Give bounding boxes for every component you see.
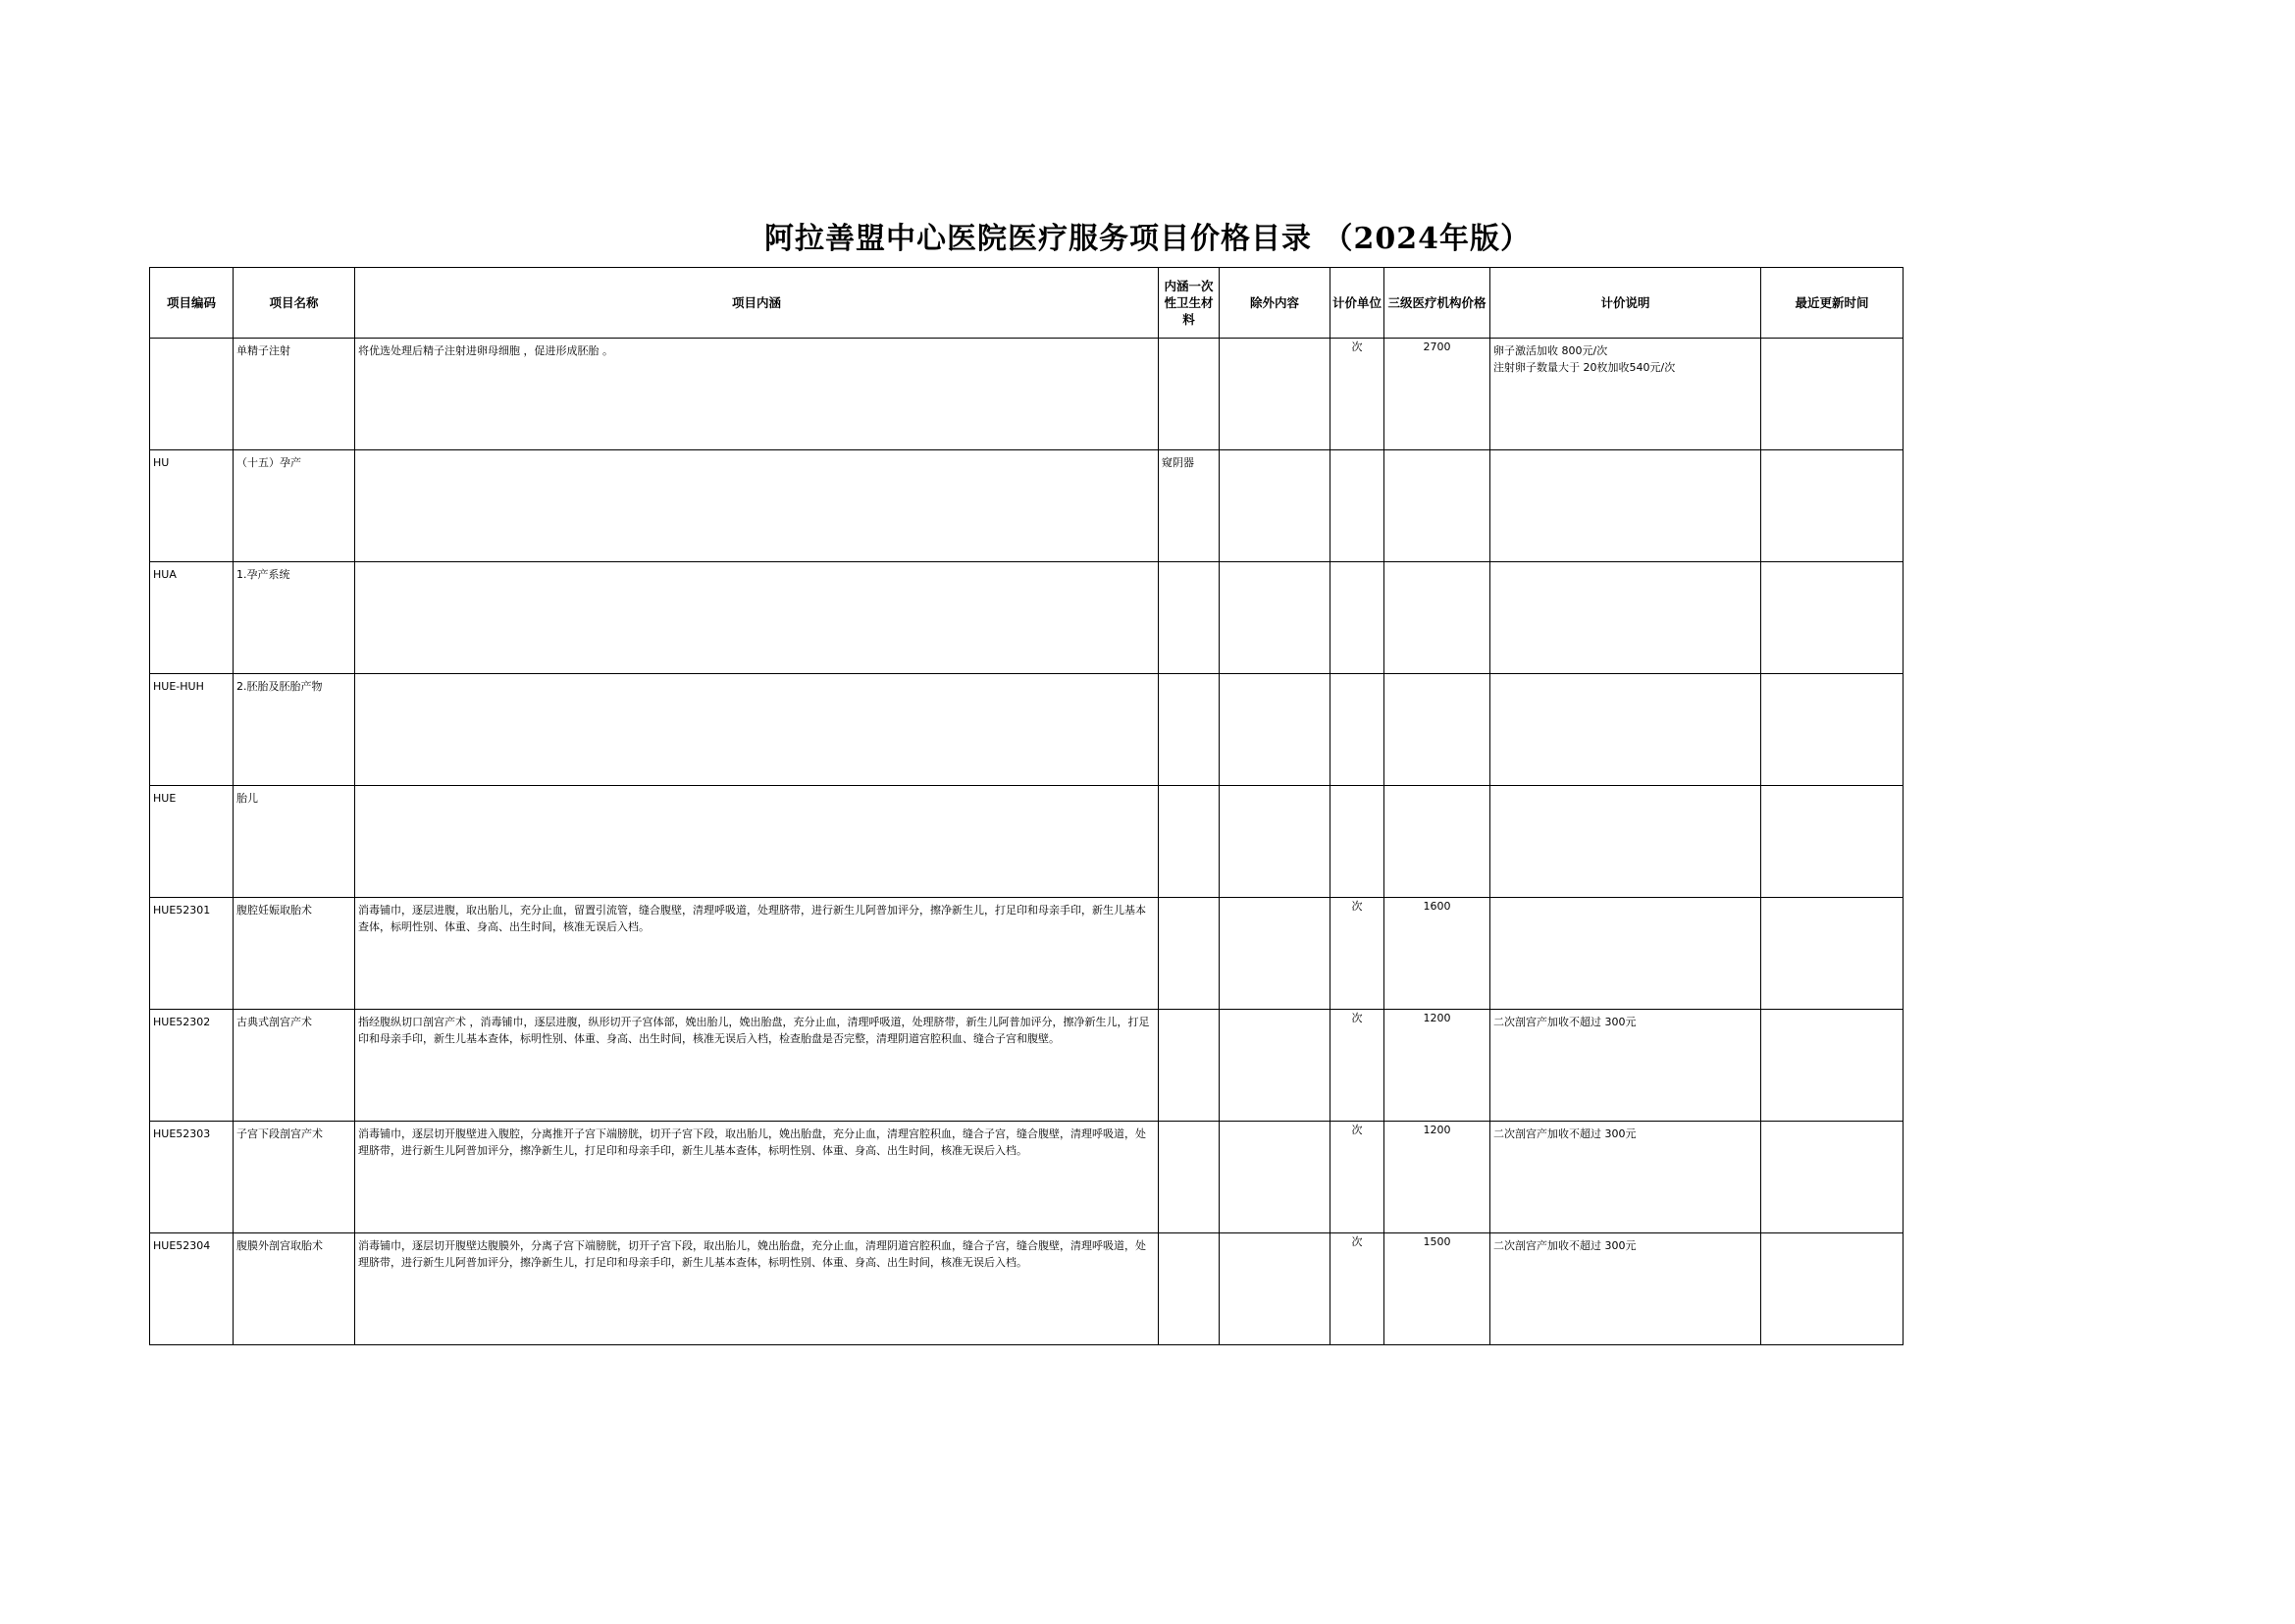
header-notes: 计价说明: [1490, 268, 1761, 339]
cell-content: 消毒铺巾，逐层切开腹壁达腹膜外，分离子宫下端膀胱，切开子宫下段，取出胎儿，娩出胎盘，充分止血，清理阴道宫腔积血，缝合子宫，缝合腹壁，清理呼吸道，处理脐带，进行新生儿阿普加评分，擦净新生儿，打足印和母亲手印，新生儿基本查体，标明性别、体重、身高、出生时间，核准无误后入档。: [355, 1233, 1159, 1345]
cell-code: HUA: [150, 562, 234, 674]
cell-consumables: [1159, 339, 1220, 450]
cell-updated: [1761, 674, 1904, 786]
table-row: [150, 450, 1904, 562]
cell-name: 子宫下段剖宫产术: [234, 1122, 355, 1233]
header-consumables: 内涵一次性卫生材料: [1159, 268, 1220, 339]
cell-name: （十五）孕产: [234, 450, 355, 562]
cell-name: 胎儿: [234, 786, 355, 898]
table-row: [150, 898, 1904, 1010]
table-header-row: [150, 268, 1904, 339]
cell-unit: 次: [1330, 898, 1384, 1010]
cell-code: HUE52302: [150, 1010, 234, 1122]
cell-updated: [1761, 562, 1904, 674]
cell-exclusion: [1220, 674, 1330, 786]
cell-name: 单精子注射: [234, 339, 355, 450]
cell-price: [1384, 674, 1490, 786]
cell-code: [150, 339, 234, 450]
cell-exclusion: [1220, 450, 1330, 562]
cell-consumables: 窥阴器: [1159, 450, 1220, 562]
cell-updated: [1761, 339, 1904, 450]
header-unit: 计价单位: [1330, 268, 1384, 339]
table-row: [150, 339, 1904, 450]
page-title: 阿拉善盟中心医院医疗服务项目价格目录 （2024年版）: [764, 222, 1531, 256]
note-line: 二次剖宫产加收不超过 300元: [1493, 1239, 1637, 1252]
cell-notes: [1490, 898, 1761, 1010]
cell-exclusion: [1220, 1233, 1330, 1345]
cell-content: 指经腹纵切口剖宫产术 ，消毒铺巾，逐层进腹，纵形切开子宫体部，娩出胎儿，娩出胎盘，充分止血，清理呼吸道，处理脐带，新生儿阿普加评分，擦净新生儿，打足印和母亲手印，新生儿基本查体，标明性别、体重、身高、出生时间，核准无误后入档，检查胎盘是否完整，清理阴道宫腔积血、缝合子宫和腹壁。: [355, 1010, 1159, 1122]
cell-content: [355, 786, 1159, 898]
cell-price: [1384, 450, 1490, 562]
cell-unit: [1330, 562, 1384, 674]
cell-consumables: [1159, 1122, 1220, 1233]
header-code: 项目编码: [150, 268, 234, 339]
table-row: [150, 786, 1904, 898]
cell-unit: [1330, 786, 1384, 898]
header-updated: 最近更新时间: [1761, 268, 1904, 339]
cell-name: 腹膜外剖宫取胎术: [234, 1233, 355, 1345]
cell-name: 1.孕产系统: [234, 562, 355, 674]
table-row: [150, 1010, 1904, 1122]
cell-code: HUE52301: [150, 898, 234, 1010]
cell-price: 1200: [1384, 1122, 1490, 1233]
cell-exclusion: [1220, 339, 1330, 450]
cell-updated: [1761, 450, 1904, 562]
cell-content: 消毒铺巾，逐层进腹，取出胎儿，充分止血，留置引流管，缝合腹壁，清理呼吸道，处理脐带，进行新生儿阿普加评分，擦净新生儿，打足印和母亲手印，新生儿基本查体，标明性别、体重、身高、出生时间，核准无误后入档。: [355, 898, 1159, 1010]
price-table: [149, 267, 1904, 1345]
cell-content: [355, 562, 1159, 674]
cell-code: HU: [150, 450, 234, 562]
header-name: 项目名称: [234, 268, 355, 339]
cell-unit: [1330, 450, 1384, 562]
cell-notes: [1490, 1010, 1761, 1122]
cell-content: 将优选处理后精子注射进卵母细胞 ，促进形成胚胎 。: [355, 339, 1159, 450]
cell-name: 2.胚胎及胚胎产物: [234, 674, 355, 786]
cell-unit: 次: [1330, 1010, 1384, 1122]
cell-consumables: [1159, 1233, 1220, 1345]
cell-consumables: [1159, 898, 1220, 1010]
cell-code: HUE: [150, 786, 234, 898]
table-row: [150, 1233, 1904, 1345]
cell-consumables: [1159, 562, 1220, 674]
cell-exclusion: [1220, 1010, 1330, 1122]
table-row: [150, 674, 1904, 786]
cell-notes: [1490, 674, 1761, 786]
cell-price: 1200: [1384, 1010, 1490, 1122]
cell-content: 消毒铺巾，逐层切开腹壁进入腹腔，分离推开子宫下端膀胱，切开子宫下段，取出胎儿，娩出胎盘，充分止血，清理宫腔积血，缝合子宫，缝合腹壁，清理呼吸道，处理脐带，进行新生儿阿普加评分，擦净新生儿，打足印和母亲手印，新生儿基本查体，标明性别、体重、身高、出生时间，核准无误后入档。: [355, 1122, 1159, 1233]
cell-exclusion: [1220, 898, 1330, 1010]
note-line: 二次剖宫产加收不超过 300元: [1493, 1127, 1637, 1140]
cell-notes: [1490, 786, 1761, 898]
header-exclusion: 除外内容: [1220, 268, 1330, 339]
cell-unit: 次: [1330, 1233, 1384, 1345]
header-content: 项目内涵: [355, 268, 1159, 339]
cell-notes: [1490, 450, 1761, 562]
cell-updated: [1761, 786, 1904, 898]
cell-notes: [1490, 562, 1761, 674]
cell-exclusion: [1220, 562, 1330, 674]
table-row: [150, 1122, 1904, 1233]
cell-notes: [1490, 339, 1761, 450]
cell-unit: [1330, 674, 1384, 786]
cell-exclusion: [1220, 786, 1330, 898]
note-line: 卵子激活加收 800元/次: [1493, 344, 1608, 357]
cell-consumables: [1159, 1010, 1220, 1122]
cell-exclusion: [1220, 1122, 1330, 1233]
header-price: 三级医疗机构价格: [1384, 268, 1490, 339]
cell-updated: [1761, 898, 1904, 1010]
cell-notes: [1490, 1122, 1761, 1233]
cell-content: [355, 674, 1159, 786]
cell-code: HUE-HUH: [150, 674, 234, 786]
cell-notes: [1490, 1233, 1761, 1345]
cell-name: 腹腔妊娠取胎术: [234, 898, 355, 1010]
cell-unit: 次: [1330, 1122, 1384, 1233]
cell-content: [355, 450, 1159, 562]
cell-updated: [1761, 1010, 1904, 1122]
cell-code: HUE52304: [150, 1233, 234, 1345]
cell-name: 古典式剖宫产术: [234, 1010, 355, 1122]
cell-consumables: [1159, 786, 1220, 898]
table-body: [150, 339, 1904, 1345]
cell-updated: [1761, 1233, 1904, 1345]
cell-code: HUE52303: [150, 1122, 234, 1233]
cell-consumables: [1159, 674, 1220, 786]
table-row: [150, 562, 1904, 674]
note-line: 注射卵子数量大于 20枚加收540元/次: [1493, 361, 1676, 374]
note-line: 二次剖宫产加收不超过 300元: [1493, 1016, 1637, 1028]
cell-updated: [1761, 1122, 1904, 1233]
cell-price: 1500: [1384, 1233, 1490, 1345]
cell-unit: 次: [1330, 339, 1384, 450]
cell-price: [1384, 562, 1490, 674]
cell-price: 2700: [1384, 339, 1490, 450]
cell-price: [1384, 786, 1490, 898]
cell-price: 1600: [1384, 898, 1490, 1010]
